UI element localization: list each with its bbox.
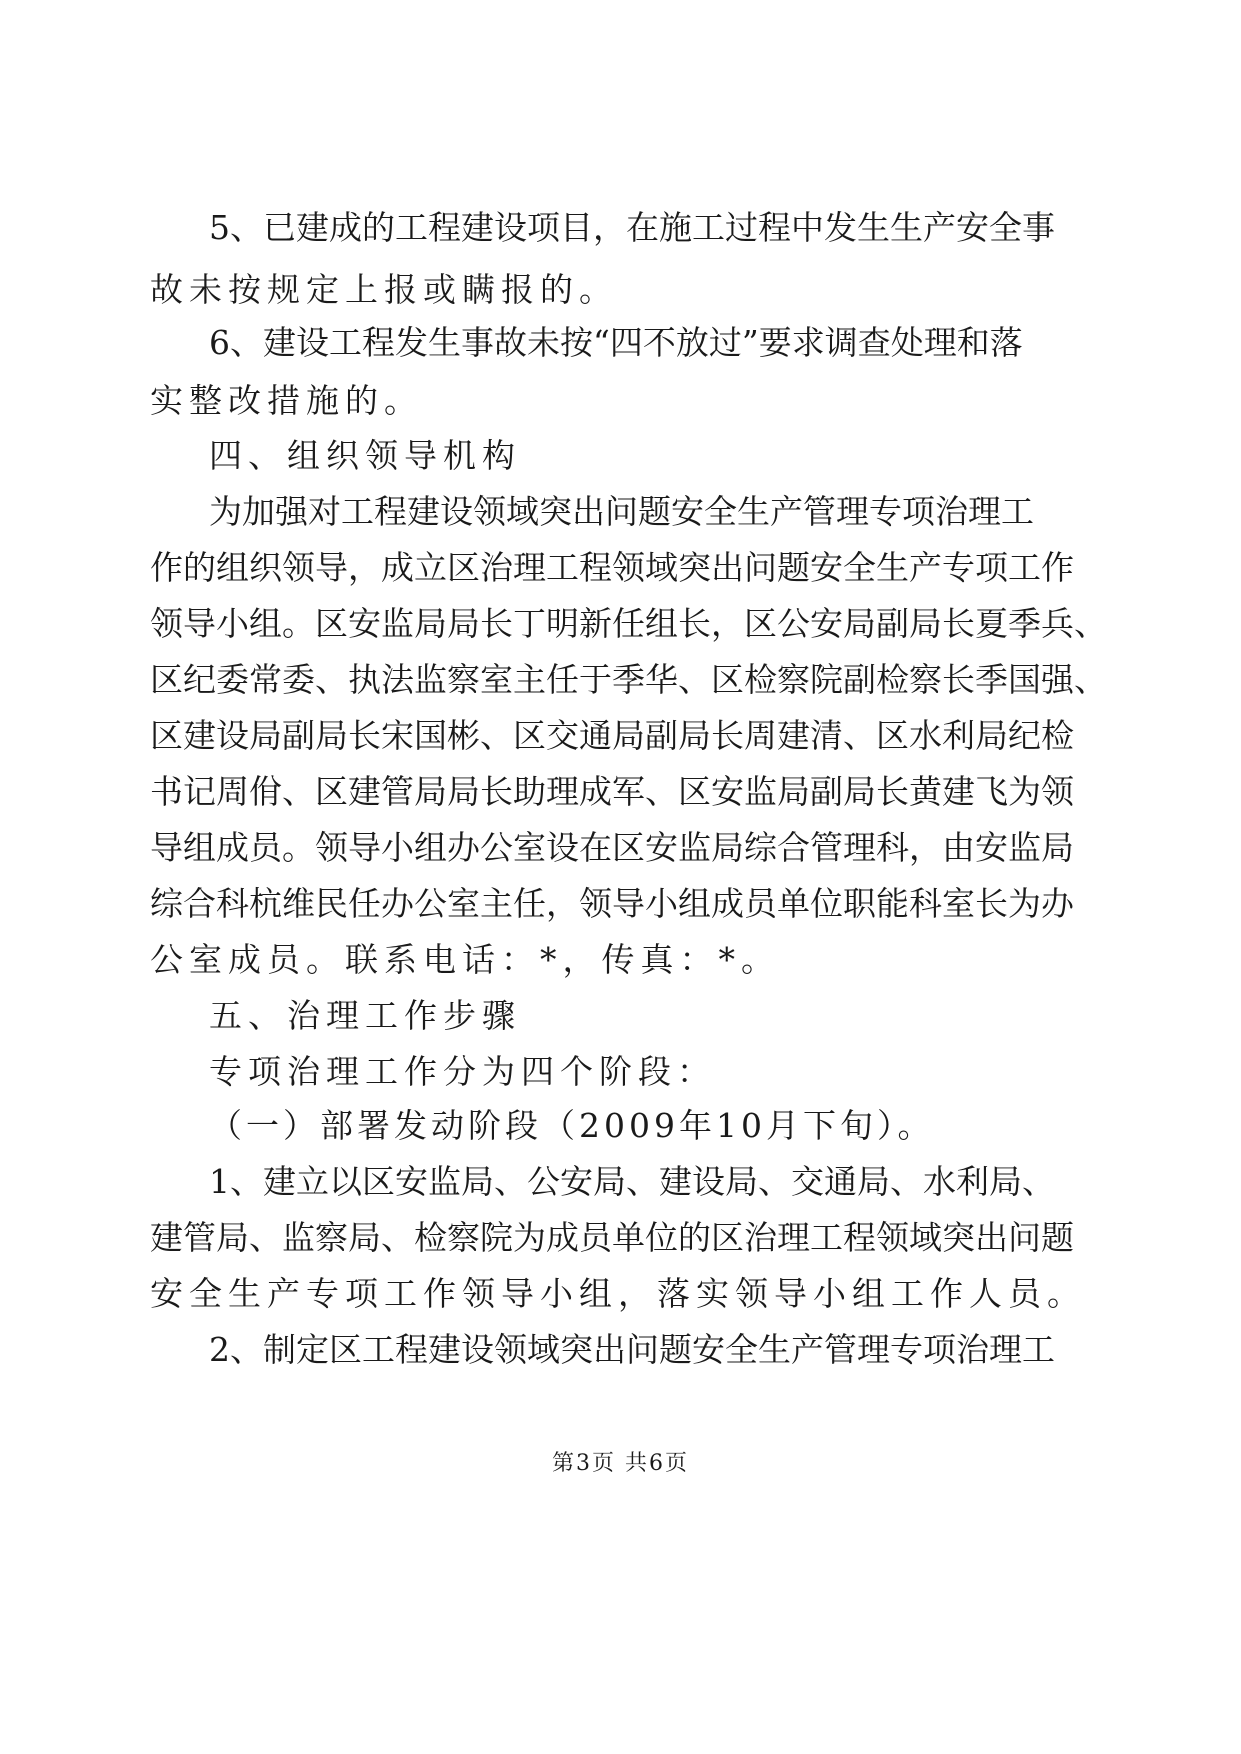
stage-1-heading: （一）部署发动阶段（2009年10月下旬）。 [209,1106,935,1145]
org-paragraph-line-1: 为加强对工程建设领域突出问题安全生产管理专项治理工 [209,492,1034,531]
steps-intro: 专项治理工作分为四个阶段： [209,1052,716,1091]
section-heading-4: 四、组织领导机构 [209,436,521,475]
paragraph-5-line-1: 5、已建成的工程建设项目，在施工过程中发生生产安全事 [209,208,1055,247]
org-paragraph-line-3: 领导小组。区安监局局长丁明新任组长，区公安局副局长夏季兵、 [150,604,1107,643]
paragraph-6-line-2: 实整改措施的。 [150,381,423,420]
org-paragraph-line-4: 区纪委常委、执法监察室主任于季华、区检察院副检察长季国强、 [150,660,1107,699]
stage-1-item-1-line-2: 建管局、监察局、检察院为成员单位的区治理工程领域突出问题 [150,1218,1074,1257]
org-paragraph-line-2: 作的组织领导，成立区治理工程领域突出问题安全生产专项工作 [150,548,1074,587]
org-paragraph-line-8: 综合科杭维民任办公室主任，领导小组成员单位职能科室长为办 [150,884,1074,923]
stage-1-item-1-line-1: 1、建立以区安监局、公安局、建设局、交通局、水利局、 [209,1162,1055,1201]
org-paragraph-line-5: 区建设局副局长宋国彬、区交通局副局长周建清、区水利局纪检 [150,716,1074,755]
org-paragraph-line-7: 导组成员。领导小组办公室设在区安监局综合管理科，由安监局 [150,828,1074,867]
paragraph-6-line-1: 6、建设工程发生事故未按“四不放过”要求调查处理和落 [209,323,1023,362]
stage-1-item-1-line-3: 安全生产专项工作领导小组，落实领导小组工作人员。 [150,1274,1086,1313]
org-paragraph-line-9: 公室成员。联系电话：*，传真：*。 [150,940,780,979]
paragraph-5-line-2: 故未按规定上报或瞒报的。 [150,270,618,309]
org-paragraph-line-6: 书记周佾、区建管局局长助理成军、区安监局副局长黄建飞为领 [150,772,1074,811]
section-heading-5: 五、治理工作步骤 [209,996,521,1035]
stage-1-item-2-line-1: 2、制定区工程建设领域突出问题安全生产管理专项治理工 [209,1330,1055,1369]
page-number-footer: 第3页 共6页 [552,1451,689,1476]
